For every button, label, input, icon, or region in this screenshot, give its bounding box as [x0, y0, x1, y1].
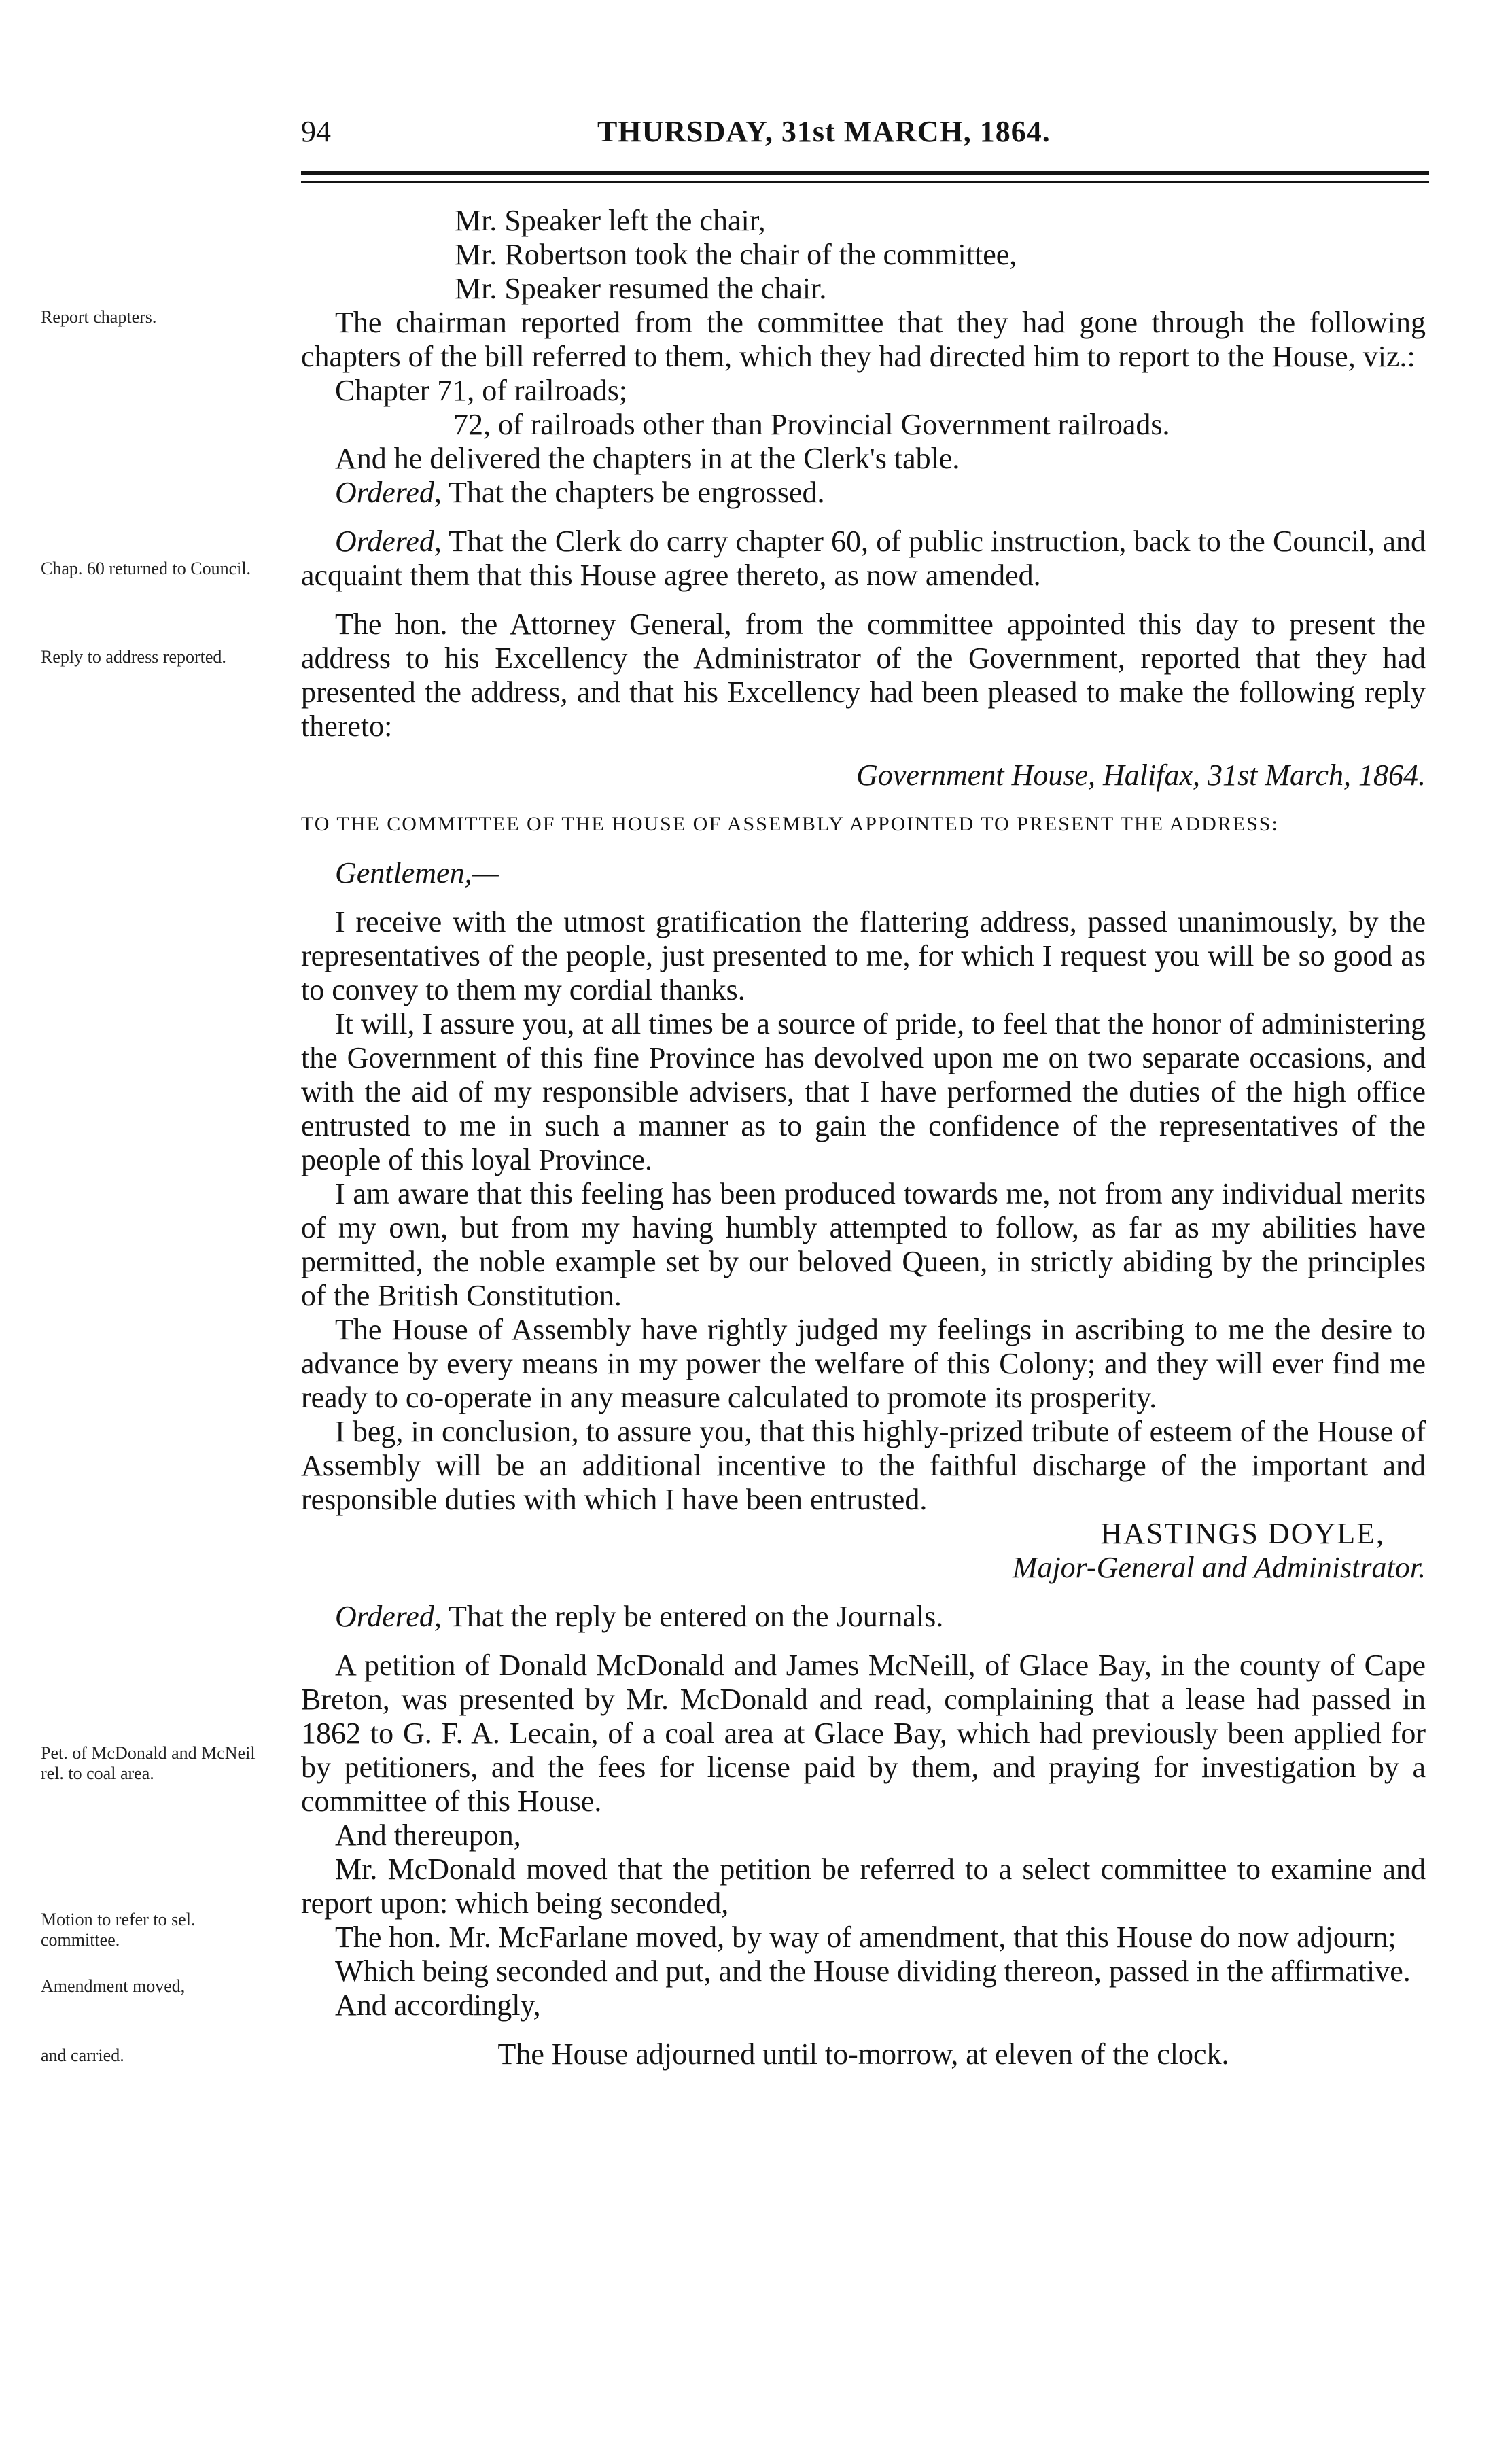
ordered-label: Ordered, [335, 525, 442, 558]
reply-paragraph-2: It will, I assure you, at all times be a source of pride, to feel that the honor of administering the Government of this fine Province has devolved upon me on two separate occasions, and with the aid of my responsible advisers, that I have performed the duties of the high office entrusted to me in such a manner as to gain the confidence of the representatives of the people of this loyal Province. [301, 1007, 1426, 1176]
reply-paragraph-1: I receive with the utmost gratification the flattering address, passed unanimously, by the representatives of the people, just presented to me, for which I request you will be so good as to convey to them my cordial thanks. [301, 905, 1426, 1006]
margin-note-petition: Pet. of McDonald and McNeil rel. to coal area. [41, 1743, 256, 1783]
line-ordered-engrossed [301, 476, 1426, 510]
page-title: THURSDAY, 31st MARCH, 1864. [597, 115, 1051, 148]
signature-name: HASTINGS DOYLE, [1100, 1517, 1385, 1550]
line-delivered: And he delivered the chapters in at the Clerk's table. [335, 442, 960, 475]
reply-paragraph-5: I beg, in conclusion, to assure you, that this highly-prized tribute of esteem of the House of Assembly will be an additional incentive to the faithful discharge of the important and responsible duties with which I have been entrusted. [301, 1415, 1426, 1516]
page-body [301, 204, 1426, 2071]
line-speaker-resumed: Mr. Speaker resumed the chair. [455, 272, 827, 305]
line-adjourned: The House adjourned until to-morrow, at eleven of the clock. [497, 2037, 1229, 2071]
margin-note-reply-address: Reply to address reported. [41, 647, 226, 667]
ordered-label: Ordered, [335, 1600, 442, 1633]
para-chairman-reported: The chairman reported from the committee that they had gone through the following chapters of the bill referred to them, which they had directed him to report to the House, viz.: [301, 306, 1426, 373]
para-petition: A petition of Donald McDonald and James McNeill, of Glace Bay, in the county of Cape Breton, was presented by Mr. McDonald and read, complaining that a lease had passed in 1862 to G. F. A. Lecain, of a coal area at Glace Bay, which had previously been applied for by petitioners, and the fees for license paid by them, and praying for investigation by a committee of this House. [301, 1649, 1426, 1818]
signature-title: Major-General and Administrator. [1012, 1551, 1426, 1584]
line-thereupon: And thereupon, [335, 1819, 521, 1852]
line-ordered-journals [301, 1600, 1426, 1634]
margin-note-carried: and carried. [41, 2046, 124, 2065]
ordered-journals-text: That the reply be entered on the Journals. [449, 1600, 944, 1633]
salutation: Gentlemen,— [335, 856, 499, 890]
line-chapter-72: 72, of railroads other than Provincial Government railroads. [453, 408, 1170, 441]
para-mcdonald-moved: Mr. McDonald moved that the petition be referred to a select committee to examine and report upon: which being seconded, [301, 1853, 1426, 1920]
margin-note-report-chapters: Report chapters. [41, 307, 157, 327]
para-attorney-general: The hon. the Attorney General, from the committee appointed this day to present the address to his Excellency the Administrator of the Government, reported that they had presented the address, and that his Excellency had been pleased to make the following reply thereto: [301, 608, 1426, 743]
para-mcfarlane-amendment: The hon. Mr. McFarlane moved, by way of amendment, that this House do now adjourn; [335, 1920, 1396, 1954]
reply-paragraph-3: I am aware that this feeling has been produced towards me, not from any individual merits of my own, but from my having humbly attempted to follow, as far as my abilities have permitted, the noble example set by our beloved Queen, in strictly abiding by the principles of the British Constitution. [301, 1177, 1426, 1312]
para-ordered-clerk [301, 525, 1426, 593]
dateline: Government House, Halifax, 31st March, 1864. [856, 758, 1426, 792]
ordered-clerk-text: That the Clerk do carry chapter 60, of public instruction, back to the Council, and acquaint them that this House agree thereto, as now amended. [301, 525, 1426, 592]
margin-note-motion-refer: Motion to refer to sel. committee. [41, 1910, 196, 1950]
page-header [301, 114, 1429, 155]
para-which-being: Which being seconded and put, and the House dividing thereon, passed in the affirmative. [335, 1954, 1411, 1988]
line-chapter-71: Chapter 71, of railroads; [335, 374, 628, 407]
line-speaker-left: Mr. Speaker left the chair, [455, 204, 766, 237]
address-heading: TO THE COMMITTEE OF THE HOUSE OF ASSEMBLY APPOINTED TO PRESENT THE ADDRESS: [301, 813, 1279, 835]
reply-paragraph-4: The House of Assembly have rightly judged my feelings in ascribing to me the desire to advance by every means in my power the welfare of this Colony; and they will ever find me ready to co-operate in any measure calculated to promote its prosperity. [301, 1313, 1426, 1414]
margin-note-amendment: Amendment moved, [41, 1976, 186, 1996]
page-number: 94 [301, 115, 331, 148]
line-accordingly: And accordingly, [335, 1988, 541, 2022]
ordered-engrossed-text: That the chapters be engrossed. [449, 476, 825, 509]
header-rule [301, 171, 1429, 183]
margin-note-chap-60: Chap. 60 returned to Council. [41, 559, 251, 578]
line-robertson: Mr. Robertson took the chair of the committee, [455, 238, 1017, 271]
ordered-label: Ordered, [335, 476, 442, 509]
